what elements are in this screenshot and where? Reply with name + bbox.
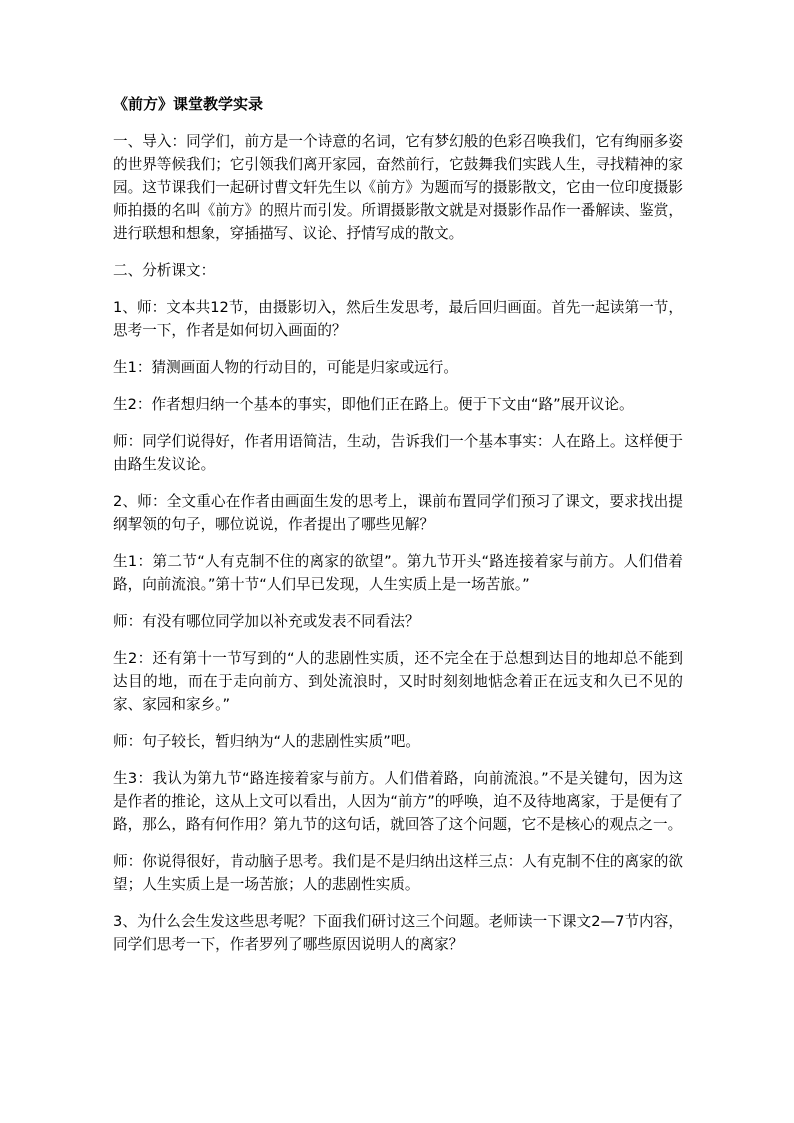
paragraph-intro: 一、导入：同学们，前方是一个诗意的名词，它有梦幻般的色彩召唤我们，它有绚丽多姿的世界等候我们；它引领我们离开家园，奋然前行，它鼓舞我们实践人生，寻找精神的家园。这节课我们一起研讨曹文轩先生以《前方》为题而写的摄影散文，它由一位印度摄影师拍摄的名叫《前方》的照片而引发。所谓摄影散文就是对摄影作品作一番解读、鉴赏，进行联想和想象，穿插描写、议论、抒情写成的散文。 [113, 133, 683, 242]
paragraph-student1-a1: 生1：猜测画面人物的行动目的，可能是归家或远行。 [113, 359, 458, 376]
paragraph-teacher-q2: 2、师：全文重心在作者由画面生发的思考上，课前布置同学们预习了课文，要求找出提纲挈领的句子，哪位说说，作者提出了哪些见解？ [113, 493, 683, 533]
paragraph-teacher-q1: 1、师：文本共12节，由摄影切入，然后生发思考，最后回归画面。首先一起读第一节，思考一下，作者是如何切入画面的？ [113, 299, 683, 339]
paragraph-teacher-c1: 师：同学们说得好，作者用语简洁，生动，告诉我们一个基本事实：人在路上。这样便于由路生发议论。 [113, 433, 683, 473]
paragraph-teacher-summary: 师：你说得很好，肯动脑子思考。我们是不是归纳出这样三点：人有克制不住的离家的欲望；人生实质上是一场苦旅；人的悲剧性实质。 [113, 853, 683, 893]
paragraph-teacher-prompt: 师：有没有哪位同学加以补充或发表不同看法？ [113, 613, 420, 630]
paragraph-student3-a2: 生3：我认为第九节“路连接着家与前方。人们借着路，向前流浪。”不是关键句，因为这是作者的推论，这从上文可以看出，人因为“前方”的呼唤，迫不及待地离家，于是便有了路，那么，路有何作用？第九节的这句话，就回答了这个问题，它不是核心的观点之一。 [113, 770, 683, 833]
document-title: 《前方》课堂教学实录 [113, 95, 264, 113]
paragraph-section-two: 二、分析课文： [113, 262, 216, 279]
document-page [113, 92, 683, 970]
paragraph-section-three: 3、为什么会生发这些思考呢？下面我们研讨这三个问题。老师读一下课文2—7节内容，同学们思考一下，作者罗列了哪些原因说明人的离家？ [113, 913, 683, 953]
paragraph-teacher-c2: 师：句子较长，暂归纳为“人的悲剧性实质”吧。 [113, 733, 420, 750]
paragraph-student2-a2: 生2：还有第十一节写到的“人的悲剧性实质，还不完全在于总想到达目的地却总不能到达目的地，而在于走向前方、到处流浪时，又时时刻刻地惦念着正在远支和久已不见的家、家园和家乡。” [113, 650, 683, 713]
paragraph-student1-a2: 生1：第二节“人有克制不住的离家的欲望”。第九节开头“路连接着家与前方。人们借着路，向前流浪。”第十节“人们早已发现，人生实质上是一场苦旅。” [113, 553, 683, 593]
paragraph-student2-a1: 生2：作者想归纳一个基本的事实，即他们正在路上。便于下文由“路”展开议论。 [113, 396, 634, 413]
